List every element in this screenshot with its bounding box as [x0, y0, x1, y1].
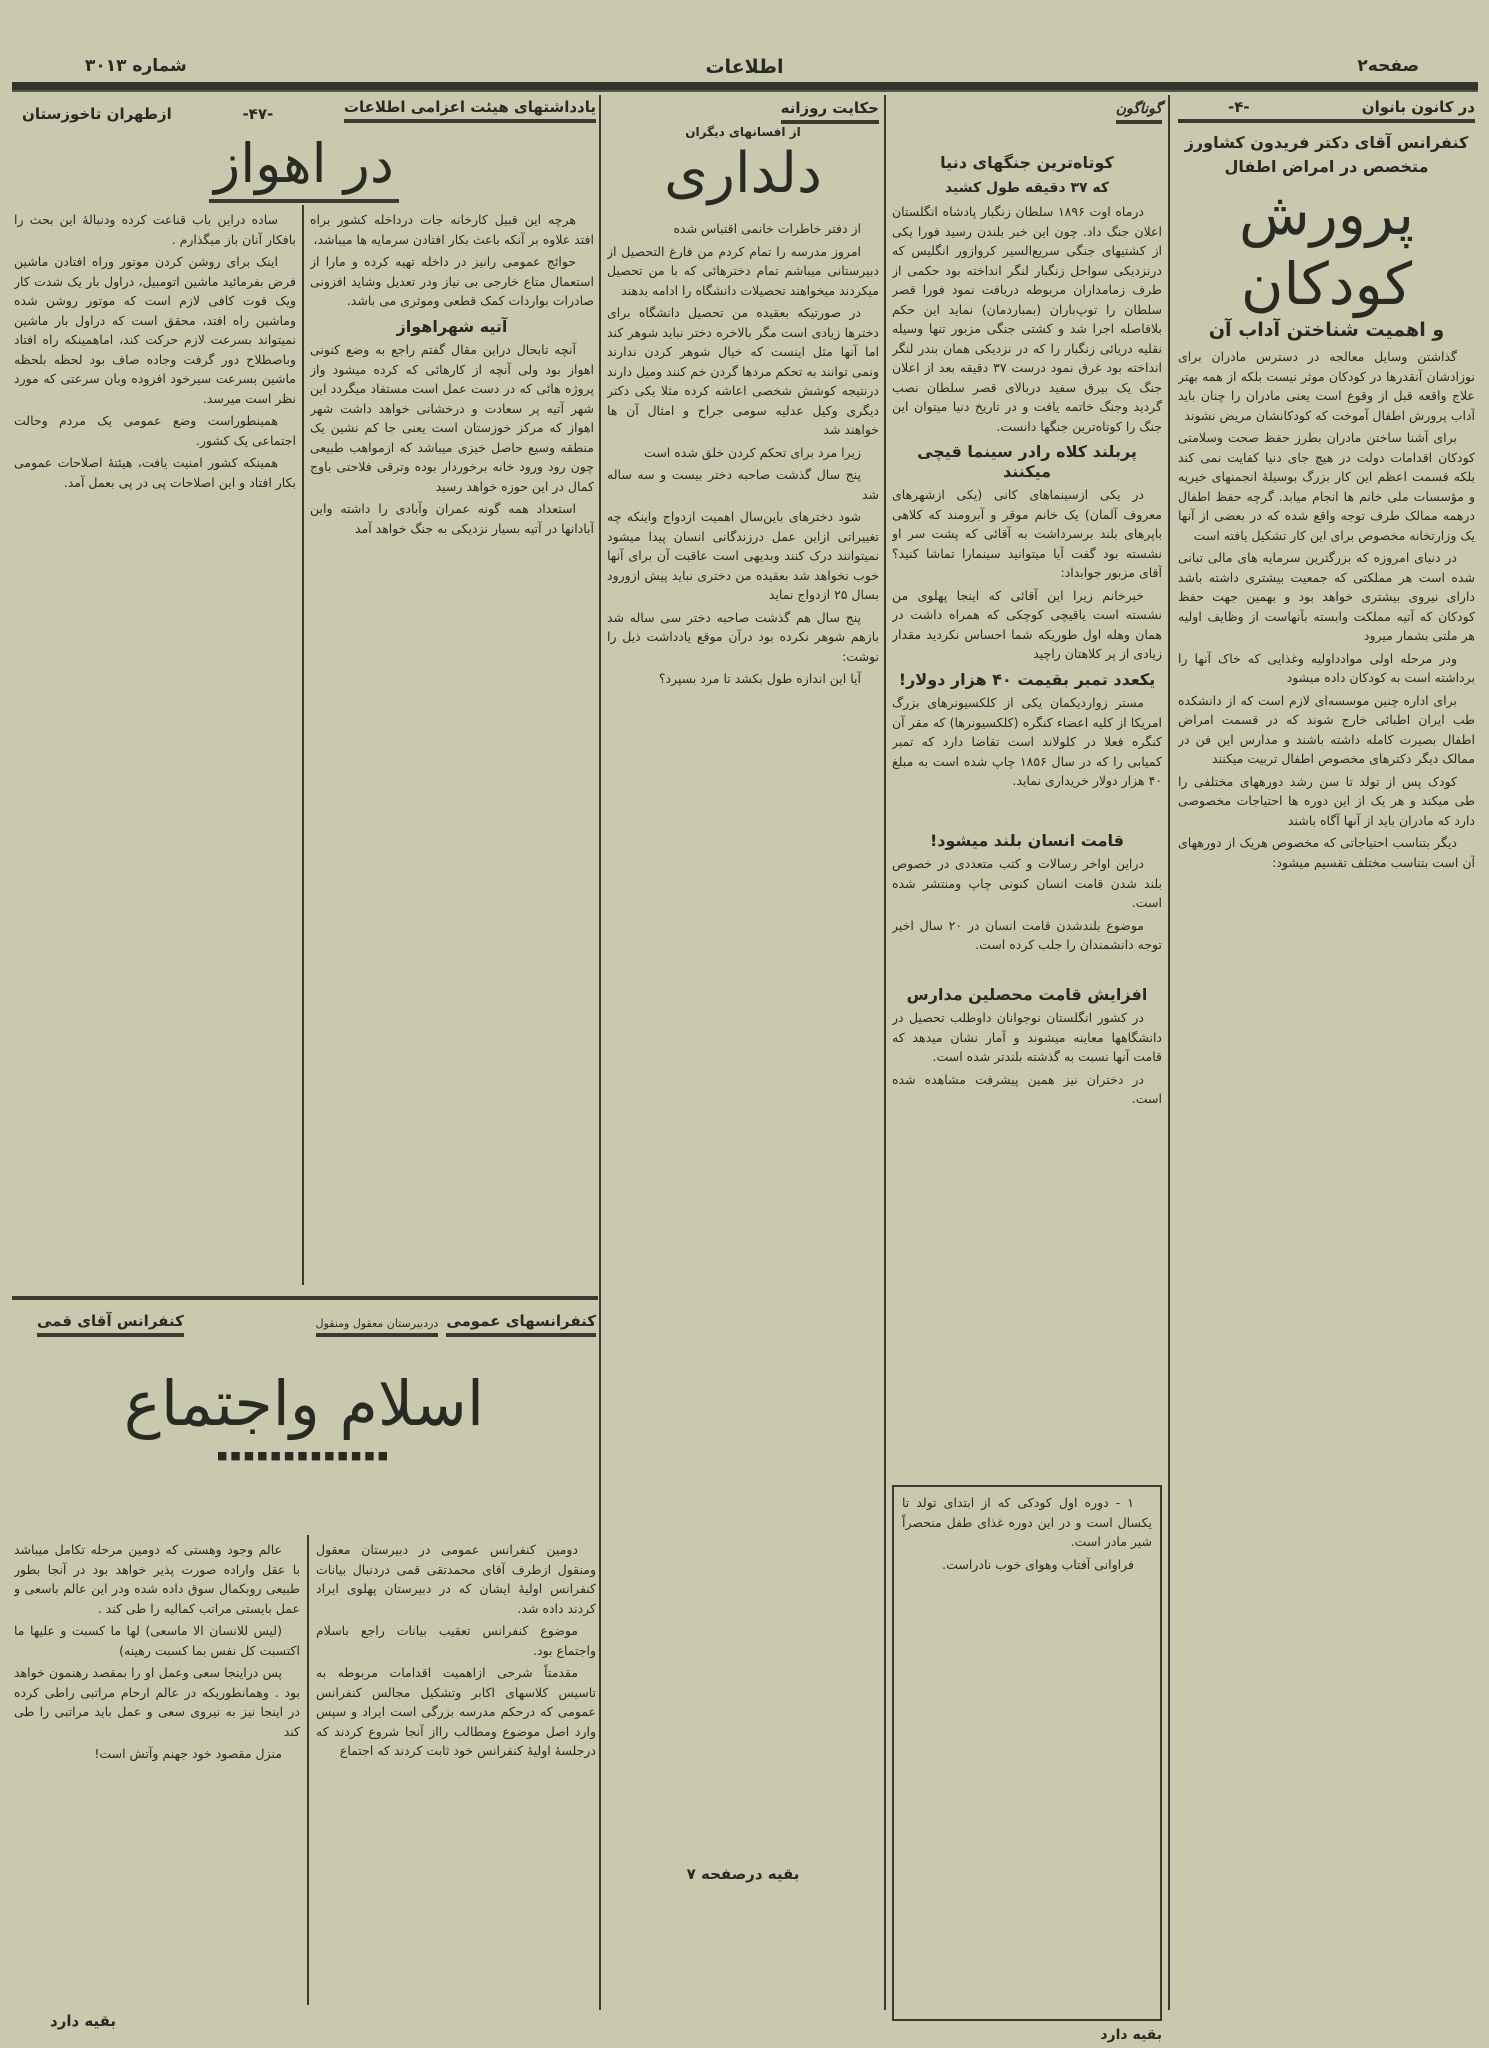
paragraph: حوائج عمومی رانیز در داخله تهیه کرده و مارا از استعمال متاع خارجی بی نیاز ودر تعدیل وشاید افزونی صادرات بواردات کمک قطعی وموثری می باشد. — [310, 254, 594, 308]
war-subtitle: که ۳۷ دقیقه طول کشید — [944, 179, 1110, 196]
paragraph: برای اداره چنین موسسه‌ای لازم است که از دانشکده طب ایران اطبائی خارج شوند که در قسمت امراض اطفال بصیرت کامله داشته باشند و مدارس این فن در ممالک دیگر دکترهای مخصوص اطفال تربیت میکنند — [1178, 692, 1475, 766]
paragraph: دیگر بتناسب احتیاجاتی که مخصوص هریک از دورههای آن است بتناسب مختلف تقسیم میشود: — [1178, 835, 1475, 870]
paragraph: موضوع بلندشدن قامت انسان در ۲۰ سال اخیر توجه دانشمندان را جلب کرده است. — [892, 917, 1162, 952]
paragraph: در دنیای امروزه که بزرگترین سرمایه های مالی تبانی شده است هر مملکتی که جمعیت بیشتری داشته باشد دارای نیروی بیشتری خواهد بود و بهمین جهت حفظ کودکان که آتیه مملکت وابسته بآنهاست از وظایف اولیه هر ملتی بشمار میرود — [1178, 550, 1475, 643]
height-body — [892, 854, 1162, 955]
paragraph: پس دراینجا سعی وعمل او را بمقصد رهنمون خواهد بود . وهمانطوریکه در عالم ارحام مراتبی راطی کرده در اینجا نیز به نیروی سعی و عمل باید مراتبی را طی کند — [14, 1665, 300, 1739]
islam-headline: اسلام واجتماع — [123, 1367, 485, 1440]
paragraph: فراوانی آفتاب وهوای خوب نادراست. — [942, 1556, 1134, 1572]
story-source: از افسانهای دیگران — [685, 125, 801, 139]
series-title: ازطهران تاخوزستان — [22, 105, 172, 123]
article-subhead: و اهمیت شناختن آداب آن — [1208, 319, 1445, 341]
newspaper-name: اطلاعات — [705, 56, 784, 78]
war-body — [892, 202, 1162, 436]
paragraph: خیرخانم زیرا این آقائی که اینجا پهلوی من نشسته است یاقیچی کوچکی که همراه داشت در همان وهله اول طوریکه شما احساس نکردید مقدار زیادی از پر کلاهتان راچید — [892, 587, 1162, 661]
paragraph: امروز مدرسه را تمام کردم من فارغ التحصیل از دبیرستانی میباشم تمام دخترهائی که با من تحصیل میکردند میخواهند تحصیلات دانشگاه را ادامه بدهند — [607, 243, 879, 298]
stamp-title: یکعدد تمبر بقیمت ۴۰ هزار دولار! — [898, 669, 1156, 689]
section-kicker: حکایت روزانه — [781, 99, 879, 124]
paragraph: در صورتیکه بعقیده من تحصیل دانشگاه برای دخترها زیادی است مگر بالاخره دختر نباید شوهر کند اما آنها مثل اینست که خیال شوهر کردن ندارند ونمی توانند به تحکم مردها گردن خم کنند ومیل دارند درنتیجه کوشش شخصی اعاشه کرده مثلا یکی دکتر دیگری وکیل عدلیه سومی جراح و امثال آن ها خواهند شد — [607, 305, 879, 437]
paragraph: در یکی ازسینماهای کانی (یکی ازشهرهای معروف آلمان) یک خانم موقر و آبرومند که کلاهی باپرهای بلند برسرداشت به آقائی که پشت سر او نشسته بود گفت آیا میتوانید سینمارا تماشا کنید؟ آقای مزبور جوابداد: — [892, 487, 1162, 580]
paragraph: استعداد همه گونه عمران وآبادی را داشته واین آبادانها در آتیه بسیار نزدیکی به جنگ خواهد آمد — [310, 501, 594, 536]
paragraph: ودر مرحله اولی موادداولیه وغذایی که خاک آنها را برداشته است به کودکان داده میشود — [1178, 650, 1475, 685]
paragraph: پنج سال گذشت صاحبه دختر بیست و سه ساله شد — [607, 467, 879, 502]
paragraph: اینک برای روشن کردن موتور وراه افتادن ماشین فرض بفرمائید ماشین اتومبیل، دراول بار یک شدت کار ویک قوت کافی لازم است که موتور روشن شده وماشین راه افتد، محقق است که دراول بار ماشین نمیتواند بسرعت لازم حرکت کند، اماهمینکه راه افتاد وباصطلاح دور گرفت وجاده صاف بود لحظه بلحظه ماشین بسرعت سیرخود افزوده وبان سرعتی که مورد نظر است میرسد. — [14, 254, 296, 406]
section-rule — [12, 1296, 598, 1300]
paragraph: در دختران نیز همین پیشرفت مشاهده شده است. — [892, 1071, 1162, 1106]
ahvaz-right-column — [310, 210, 594, 1285]
speaker: کنفرانس آقای قمی — [37, 1312, 184, 1337]
paragraph: ۱ - دوره اول کودکی که از ابتدای تولد تا یکسال است و در این دوره غذای طفل منحصراً شیر مادر است. — [902, 1495, 1152, 1549]
continued-note: بقیه درصفحه ۷ — [686, 1865, 800, 1883]
paragraph: دومین کنفرانس عمومی در دبیرستان معقول ومنقول ازطرف آقای محمدتقی قمی دردنبال بیانات کنفرانس اولیهٔ ایشان که در دبیرستان پهلوی ایراد کردند داده شد. — [316, 1542, 596, 1616]
misc-column — [892, 98, 1162, 2043]
paragraph: آیا این اندازه طول بکشد تا مرد بسپرد؟ — [658, 671, 861, 686]
students-body — [892, 1008, 1162, 1109]
continued-note: بقیه دارد — [1100, 2027, 1162, 2043]
students-title: افزایش قامت محصلین مدارس — [906, 984, 1148, 1004]
paragraph: منزل مقصود خود جهنم وآتش است! — [94, 1746, 282, 1761]
article-number: -۴- — [1228, 98, 1250, 116]
growth-stages-box — [892, 1485, 1162, 2021]
section-kicker: کنفرانسهای عمومی — [446, 1312, 596, 1337]
paragraph: (لیس للانسان الا ماسعی) لها ما کسبت و علیها ما اکتسبت کل نفس بما کسبت رهینه) — [14, 1623, 300, 1658]
column-divider — [1168, 95, 1170, 2010]
paragraph: هرچه این قبیل کارخانه جات درداخله کشور براه افتد علاوه بر آنکه باعث بکار افتادن سرمایه ها میباشد، — [310, 212, 594, 247]
section-kicker: گوناگون — [1116, 101, 1162, 124]
hat-body — [892, 485, 1162, 664]
issue-number: شماره ۳۰۱۳ — [85, 56, 187, 76]
paragraph: عالم وجود وهستی که دومین مرحله تکامل میباشد با عقل واراده صورت پذیر خواهد بود در آنجا بطور طبیعی روبکمال سوق داده شده ودر این عالم باسعی و عمل بایستی مراتب کمالیه را طی کند . — [14, 1542, 300, 1616]
column-divider — [884, 95, 886, 2010]
stamp-body — [892, 693, 1162, 791]
women-article — [1178, 98, 1475, 1987]
article-body — [1178, 347, 1475, 1987]
paragraph: گذاشتن وسایل معالجه در دسترس مادران برای نوزادشان آنقدرها در کودکان موثر نیست بلکه از همه بهتر علاج واقعه قبل از وقوع است یعنی مادران را چنان باید آداب پرورش اطفال آموخت که کودکانشان مریض نشوند — [1178, 349, 1475, 423]
paragraph: شود دخترهای باین‌سال اهمیت ازدواج واینکه چه تغییراتی ازاین عمل درزندگانی انسان پیدا میشود نمیتوانند درک کنند وبدیهی است عاقبت آن برای آنها خوب نخواهد شد بعقیده من دختری نباید پیش ازورود بسال ۲۵ ازدواج نماید — [607, 509, 879, 602]
page-number: صفحه۲ — [1357, 56, 1419, 76]
story-headline: دلداری — [664, 141, 822, 206]
islam-right-column — [316, 1540, 596, 2005]
islam-left-column — [14, 1540, 300, 2005]
paragraph: مستر زواردیکمان یکی از کلکسیونرهای بزرگ امریکا از کلیه اعضاء کنگره (کلکسیونرها) که مقر آن کنگره فعلا در کلولاند است تقاضا دارد که تمبر کمیابی را که در سال ۱۸۵۶ چاپ شده است به مبلغ ۴۰ هزار دولار خریداری نماید. — [892, 695, 1162, 788]
hat-title: پربلند کلاه رادر سینما قیچی میکنند — [917, 442, 1137, 481]
section-kicker: در کانون بانوان — [1361, 98, 1475, 116]
future-title: آتیه شهراهواز — [396, 316, 508, 336]
masthead-rule — [12, 82, 1478, 92]
column-divider — [599, 95, 601, 2010]
paragraph: دراین اواخر رسالات و کتب متعددی در خصوص بلند شدن قامت انسان کنونی چاپ ومنتشر شده است. — [892, 856, 1162, 910]
paragraph: از دفتر خاطرات خانمی اقتباس شده — [673, 221, 861, 236]
continued-note: بقیه دارد — [50, 2012, 117, 2030]
article-number: -۴۷- — [242, 105, 274, 123]
paragraph: کودک پس از تولد تا سن رشد دورههای مختلفی را طی میکند و هر یک از این دوره ها احتیاجات مخصوصی دارد که مادران باید از آنها آگاه باشند — [1178, 773, 1475, 828]
column-divider — [302, 205, 304, 1285]
ahvaz-article — [12, 98, 596, 203]
ahvaz-headline: در اهواز — [209, 129, 399, 203]
story-column — [607, 98, 879, 1883]
ahvaz-left-column — [14, 210, 296, 1285]
article-headline: پرورش کودکان — [1239, 180, 1414, 318]
ornament-divider: ■■■■■■■■■■■■■ — [216, 1449, 392, 1462]
paragraph: درماه اوت ۱۸۹۶ سلطان زنگبار پادشاه انگلستان اعلان جنگ داد. چون این خبر بلندن رسید فورا یکی از کشتیهای جنگی سریع‌السیر کروازور انگلیس که درنزدیکی سواحل زنگبار لنگر انداخته بود حکمی از طرف زمامداران مربوطه دریافت نمود فورا قصر سلطان را توپ‌باران (بمباردمان) نماید این حکم بلافاصله اجرا شد و کشتی جنگی مزبور تنها وسیله نقلیه دریائی زنگبار را که در نزدیکی همان بندر لنگر انداخته بود غرق نمود درست ۳۷ دقیقه بعد از اعلان جنگ یک بیرق سفید دربالای قصر سلطان نصب گردید وجنگ خاتمه یافت و در تاریخ دنیا میتوان این جنگ را کوتاه‌ترین جنگها دانست. — [892, 204, 1162, 434]
paragraph: برای آشنا ساختن مادران بطرز حفظ صحت وسلامتی کودکان اقدامات دولت در هیچ جای دنیا کفایت نمی کند بلکه قسمت اعظم این کار بزرگ بوسیلهٔ انجمنهای خیریه و مؤسسات ملی خانم ها انجام میابد. گرچه حفظ اطفال درهمه ممالک طرف توجه واقع شده که در بعضی از آنها یک وزارتخانه مخصوص برای این کار تشکیل یافته است — [1178, 430, 1475, 543]
paragraph: همینطوراست وضع عمومی یک مردم وحالت اجتماعی یک کشور. — [14, 413, 296, 448]
story-body — [607, 219, 879, 1859]
venue: دردبیرستان معقول ومنقول — [316, 1317, 439, 1337]
series-kicker: یادداشتهای هیئت اعزامی اطلاعات — [344, 98, 596, 123]
islam-article — [12, 1312, 596, 1462]
article-subtitle: کنفرانس آقای دکتر فریدون کشاورز متخصص در امراض اطفال — [1184, 133, 1469, 176]
paragraph: همینکه کشور امنیت یافت، هیئتهٔ اصلاحات عمومی بکار افتاد و این اصلاحات پی در پی بعمل آمد. — [14, 455, 296, 490]
paragraph: موضوع کنفرانس تعقیب بیانات راجع باسلام واجتماع بود. — [316, 1623, 596, 1658]
paragraph: آنچه تابحال دراین مقال گفتم راجع به وضع کنونی اهواز بود ولی آنچه از کارهائی که کرده میشود واز پروژه هائی که در دست عمل است مستفاد میگردد این شهر آتیه پر سعادت و درخشانی خواهد داشت شهر اهواز که مرکز خوزستان است یعنی جا کم نشین یک منطقه وسیع حاصل خیزی میباشد که ازمواهب طبیعی چون رود ورود خانه برخوردار بوده وترقی فلاحتی باوج کمال در این حوزه خواهد رسید — [310, 342, 594, 494]
paragraph: ساده دراین باب قناعت کرده ودنبالهٔ این بحث را بافکار آنان باز میگذارم . — [14, 212, 296, 247]
paragraph: در کشور انگلستان نوجوانان داوطلب تحصیل در دانشگاهها معاینه میشوند و آمار نشان میدهد که قامت آنها نسبت به گذشته بلندتر شده است. — [892, 1010, 1162, 1064]
paragraph: پنج سال هم گذشت صاحبه دختر سی ساله شد بازهم شوهر نکرده بود درآن موقع یادداشت ذیل را نوشت: — [607, 609, 879, 664]
column-divider — [307, 1535, 309, 2005]
height-title: قامت انسان بلند میشود! — [929, 830, 1125, 850]
war-title: کوتاه‌ترین جنگهای دنیا — [940, 153, 1114, 172]
paragraph: مقدمتاً شرحی ازاهمیت اقدامات مربوطه به تاسیس کلاسهای اکابر وتشکیل مجالس کنفرانس عمومی که درحکم مدرسه بزرگی است ایراد و سپس وارد اصل موضوع ومطالب رااز آنجا شروع کردند که درجلسهٔ اولیهٔ کنفرانس خود ثابت کردند که اجتماع — [316, 1665, 596, 1758]
paragraph: زیرا مرد برای تحکم کردن خلق شده است — [644, 444, 861, 460]
